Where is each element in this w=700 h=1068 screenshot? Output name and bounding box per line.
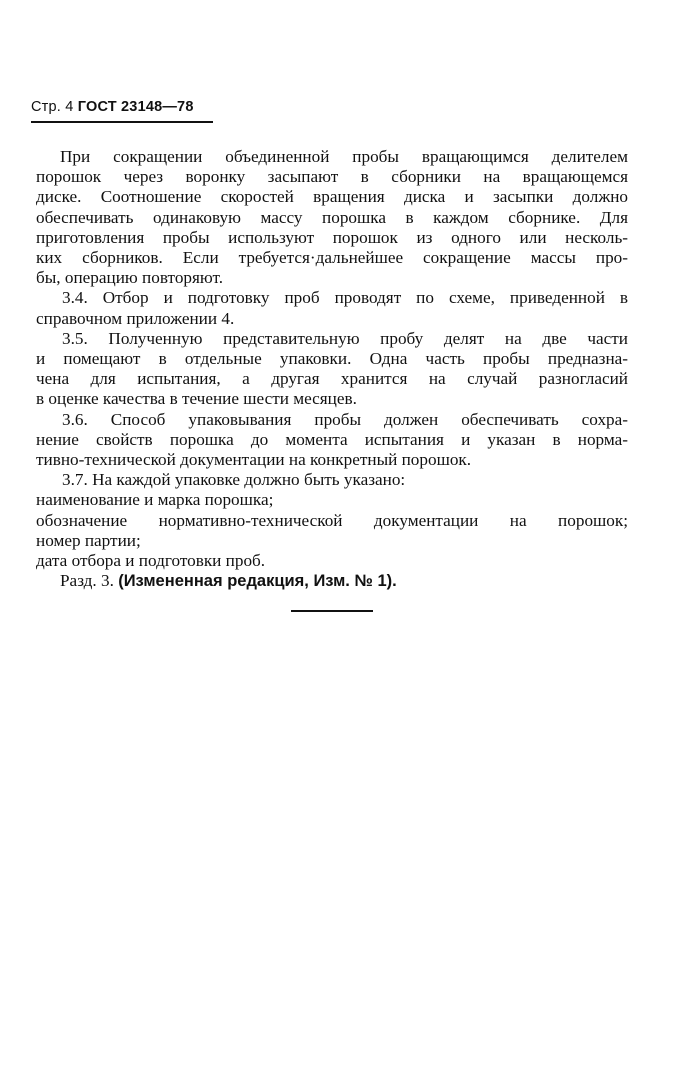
end-rule bbox=[291, 610, 373, 612]
text-line: При сокращении объединенной пробы вращающимся делителем bbox=[60, 147, 628, 166]
text-line: приготовления пробы используют порошок из одного или несколь- bbox=[36, 227, 628, 247]
body-text bbox=[36, 147, 628, 591]
list-item: обозначение нормативно-технической документации на порошок; bbox=[36, 510, 628, 530]
text-line: ких сборников. Если требуется·дальнейшее сокращение массы про- bbox=[36, 248, 628, 268]
text-line: тивно-технической документации на конкретный порошок. bbox=[36, 450, 472, 470]
document-code: ГОСТ 23148—78 bbox=[77, 99, 194, 115]
amendment-prefix: Разд. 3. bbox=[60, 571, 114, 591]
text-line: справочном приложении 4. bbox=[36, 308, 235, 328]
text-line: бы, операцию повторяют. bbox=[36, 268, 224, 288]
text-line: 3.6. Способ упаковывания пробы должен обеспечивать сохра- bbox=[62, 409, 628, 429]
text-line: нение свойств порошка до момента испытания и указан в норма- bbox=[36, 429, 628, 449]
list-item: номер партии; bbox=[36, 530, 141, 550]
page-number-label: Стр. 4 bbox=[31, 99, 74, 115]
list-item: наименование и марка порошка; bbox=[36, 490, 274, 510]
list-item: дата отбора и подготовки проб. bbox=[36, 551, 266, 571]
text-line: 3.5. Полученную представительную пробу делят на две части bbox=[62, 328, 628, 348]
page-header bbox=[31, 99, 194, 115]
text-line: и помещают в отдельные упаковки. Одна часть пробы предназна- bbox=[36, 349, 628, 369]
text-line: обеспечивать одинаковую массу порошка в каждом сборнике. Для bbox=[36, 207, 628, 227]
text-line: в оценке качества в течение шести месяцев. bbox=[36, 389, 357, 409]
amendment-text: (Измененная редакция, Изм. № 1). bbox=[118, 572, 397, 591]
text-line: чена для испытания, а другая хранится на случай разногласий bbox=[36, 369, 628, 389]
text-line: диске. Соотношение скоростей вращения диска и засыпки должно bbox=[36, 187, 628, 207]
text-line: 3.7. На каждой упаковке должно быть указано: bbox=[62, 470, 406, 490]
text-line: порошок через воронку засыпают в сборники на вращающемся bbox=[36, 167, 628, 187]
header-rule bbox=[31, 121, 213, 123]
amendment-note bbox=[36, 571, 628, 591]
text-line: 3.4. Отбор и подготовку проб проводят по схеме, приведенной в bbox=[62, 288, 628, 308]
